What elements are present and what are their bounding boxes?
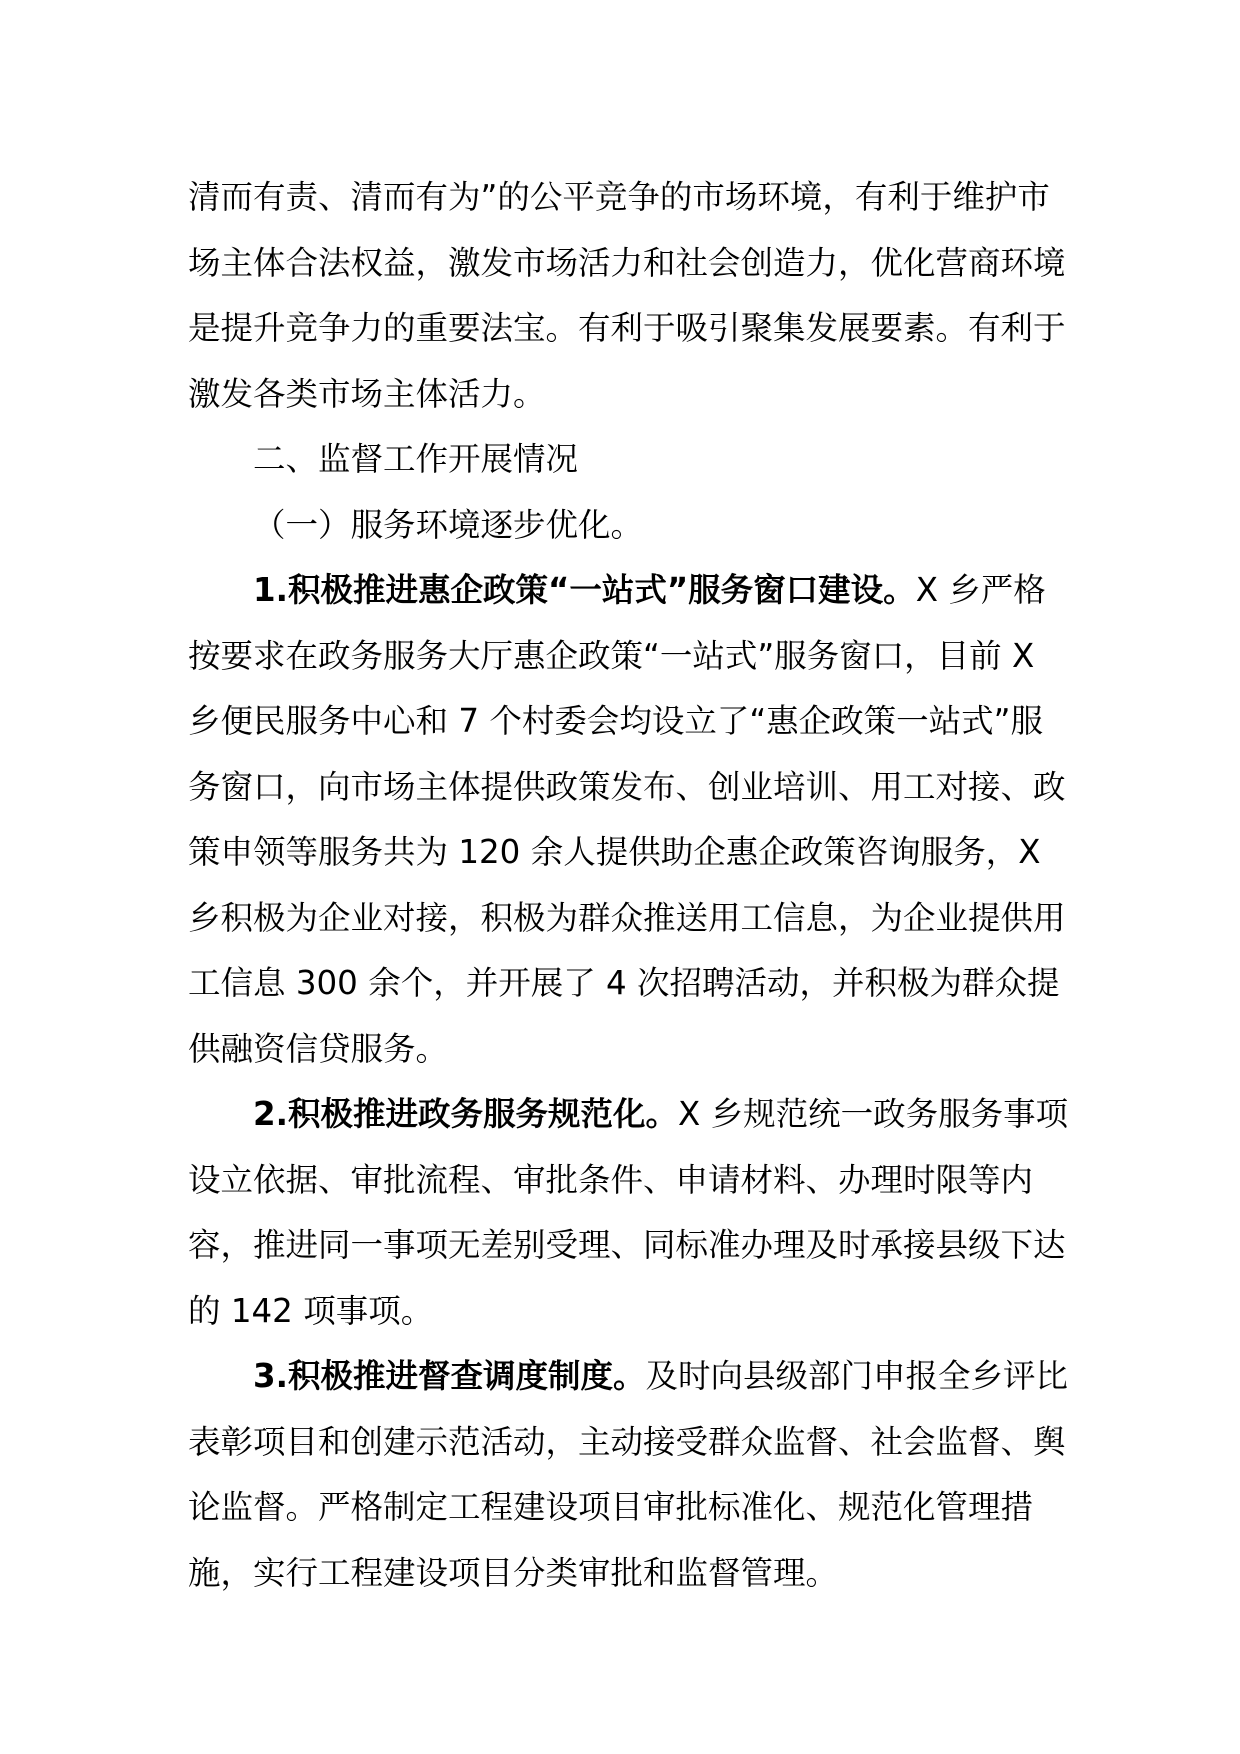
item-lead-2: 2.积极推进政务服务规范化。 bbox=[253, 1095, 678, 1133]
item-paragraph-1 bbox=[188, 558, 1074, 1082]
section-heading: 二、监督工作开展情况 bbox=[253, 440, 579, 478]
subsection-heading: （一）服务环境逐步优化。 bbox=[253, 505, 644, 544]
item-lead-3: 3.积极推进督查调度制度。 bbox=[253, 1357, 646, 1395]
intro-paragraph: 清而有责、清而有为”的公平竞争的市场环境，有利于维护市场主体合法权益，激发市场活力和社会创造力，优化营商环境是提升竞争力的重要法宝。有利于吸引聚集发展要素。有利于激发各类市场主体活力。 bbox=[188, 178, 1066, 413]
item-body-3: 及时向县级部门申报全乡评比表彰项目和创建示范活动，主动接受群众监督、社会监督、舆论监督。严格制定工程建设项目审批标准化、规范化管理措施，实行工程建设项目分类审批和监督管理。 bbox=[188, 1357, 1068, 1592]
document-page bbox=[188, 165, 1074, 1606]
item-body-1: X 乡严格按要求在政务服务大厅惠企政策“一站式”服务窗口，目前 X 乡便民服务中心和 7 个村委会均设立了“惠企政策一站式”服务窗口，向市场主体提供政策发布、创业培训、用工对接、政策申领等服务共为 120 余人提供助企惠企政策咨询服务，X 乡积极为企业对接，积极为群众推送用工信息，为企业提供用工信息 300 余个，并开展了 4 次招聘活动，并积极为群众提供融资信贷服务。 bbox=[188, 571, 1066, 1068]
item-paragraph-2 bbox=[188, 1082, 1074, 1344]
item-lead-1: 1.积极推进惠企政策“一站式”服务窗口建设。 bbox=[253, 571, 916, 609]
item-paragraph-3 bbox=[188, 1344, 1074, 1606]
item-body-2: X 乡规范统一政务服务事项设立依据、审批流程、审批条件、申请材料、办理时限等内容，推进同一事项无差别受理、同标准办理及时承接县级下达的 142 项事项。 bbox=[188, 1095, 1069, 1330]
